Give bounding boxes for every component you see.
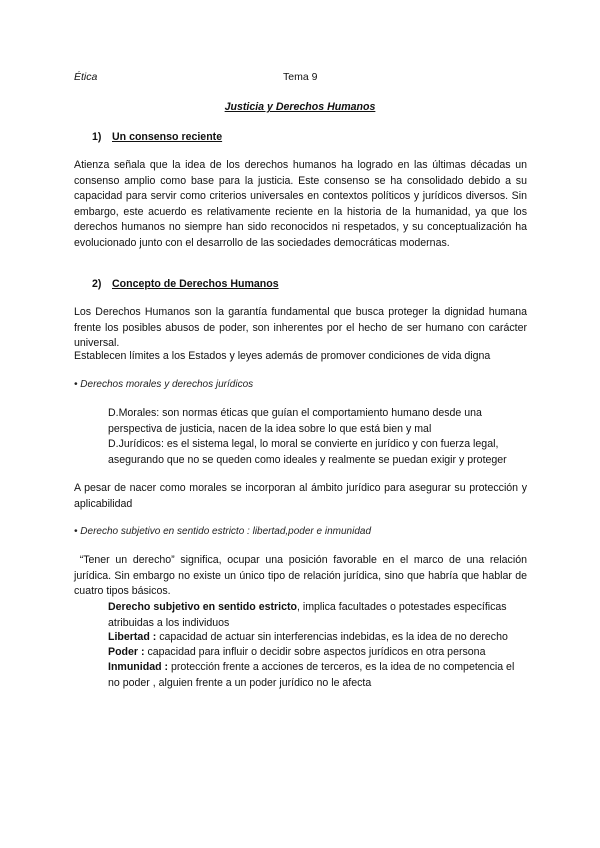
type-term: Derecho subjetivo en sentido estricto <box>108 601 297 613</box>
section2-heading <box>92 278 279 290</box>
bullet-morales-juridicos: • Derechos morales y derechos jurídicos <box>74 379 254 390</box>
type-inmunidad <box>108 660 528 691</box>
type-term: Poder : <box>108 646 145 658</box>
section2-paragraph3: A pesar de nacer como morales se incorporan al ámbito jurídico para asegurar su protección y aplicabilidad <box>74 482 527 510</box>
type-poder <box>108 645 538 661</box>
type-text: capacidad para influir o decidir sobre aspectos jurídicos en otra persona <box>144 646 486 658</box>
header-topic: Tema 9 <box>283 71 318 83</box>
type-text: protección frente a acciones de terceros, es la idea de no competencia el no poder , alguien frente a un poder jurídico no le afecta <box>108 661 515 689</box>
section1-heading <box>92 131 222 143</box>
type-derecho-subjetivo <box>108 600 528 631</box>
juridico-definition <box>108 437 528 468</box>
type-term: Libertad : <box>108 631 157 643</box>
type-libertad <box>108 630 538 646</box>
document-title: Justicia y Derechos Humanos <box>224 101 376 113</box>
type-text: capacidad de actuar sin interferencias indebidas, es la idea de no derecho <box>156 631 508 643</box>
header-subject: Ética <box>74 71 98 83</box>
type-text: , implica facultades o potestades específicas atribuidas a los individuos <box>108 601 507 629</box>
section1-number: 1) <box>92 131 102 143</box>
section2-paragraph2: Establecen límites a los Estados y leyes además de promover condiciones de vida digna <box>74 350 491 362</box>
section1-heading-label: Un consenso reciente <box>112 131 223 143</box>
section2-paragraph4: “Tener un derecho” significa, ocupar una posición favorable en el marco de una relación jurídica. Sin embargo no existe un único tipo de relación jurídica, sino que habría que hablar de cuatro tipos básicos. <box>74 554 530 598</box>
moral-definition <box>108 406 528 437</box>
moral-label: D.Morales <box>108 407 157 419</box>
juridico-label: D.Jurídicos <box>108 438 161 450</box>
bullet-derecho-subjetivo: • Derecho subjetivo en sentido estricto : libertad,poder e inmunidad <box>74 526 372 537</box>
section2-heading-label: Concepto de Derechos Humanos <box>112 278 279 290</box>
section2-number: 2) <box>92 278 102 290</box>
type-term: Inmunidad : <box>108 661 169 673</box>
moral-text: : son normas éticas que guían el comportamiento humano desde una perspectiva de justicia, nacen de la idea sobre lo que está bien y mal <box>108 407 482 435</box>
juridico-text: : es el sistema legal, lo moral se convierte en jurídico y con fuerza legal, asegurando que no se queden como ideales y realmente se puedan exigir y proteger <box>108 438 507 466</box>
section1-paragraph: Atienza señala que la idea de los derechos humanos ha logrado en las últimas décadas un consenso amplio como base para la justicia. Este consenso se ha consolidado debido a su capacidad para servir como criterios universales en contextos políticos y jurídicos diversos. Sin embargo, este acuerdo es relativamente reciente en la historia de la humanidad, ya que los derechos humanos no siempre han sido reconocidos ni respetados, y su conceptualización ha evolucionado junto con el desarrollo de las sociedades democráticas modernas. <box>74 159 527 249</box>
section2-paragraph1: Los Derechos Humanos son la garantía fundamental que busca proteger la dignidad humana frente los posibles abusos de poder, son inherentes por el hecho de ser humano con carácter universal. <box>74 306 527 350</box>
